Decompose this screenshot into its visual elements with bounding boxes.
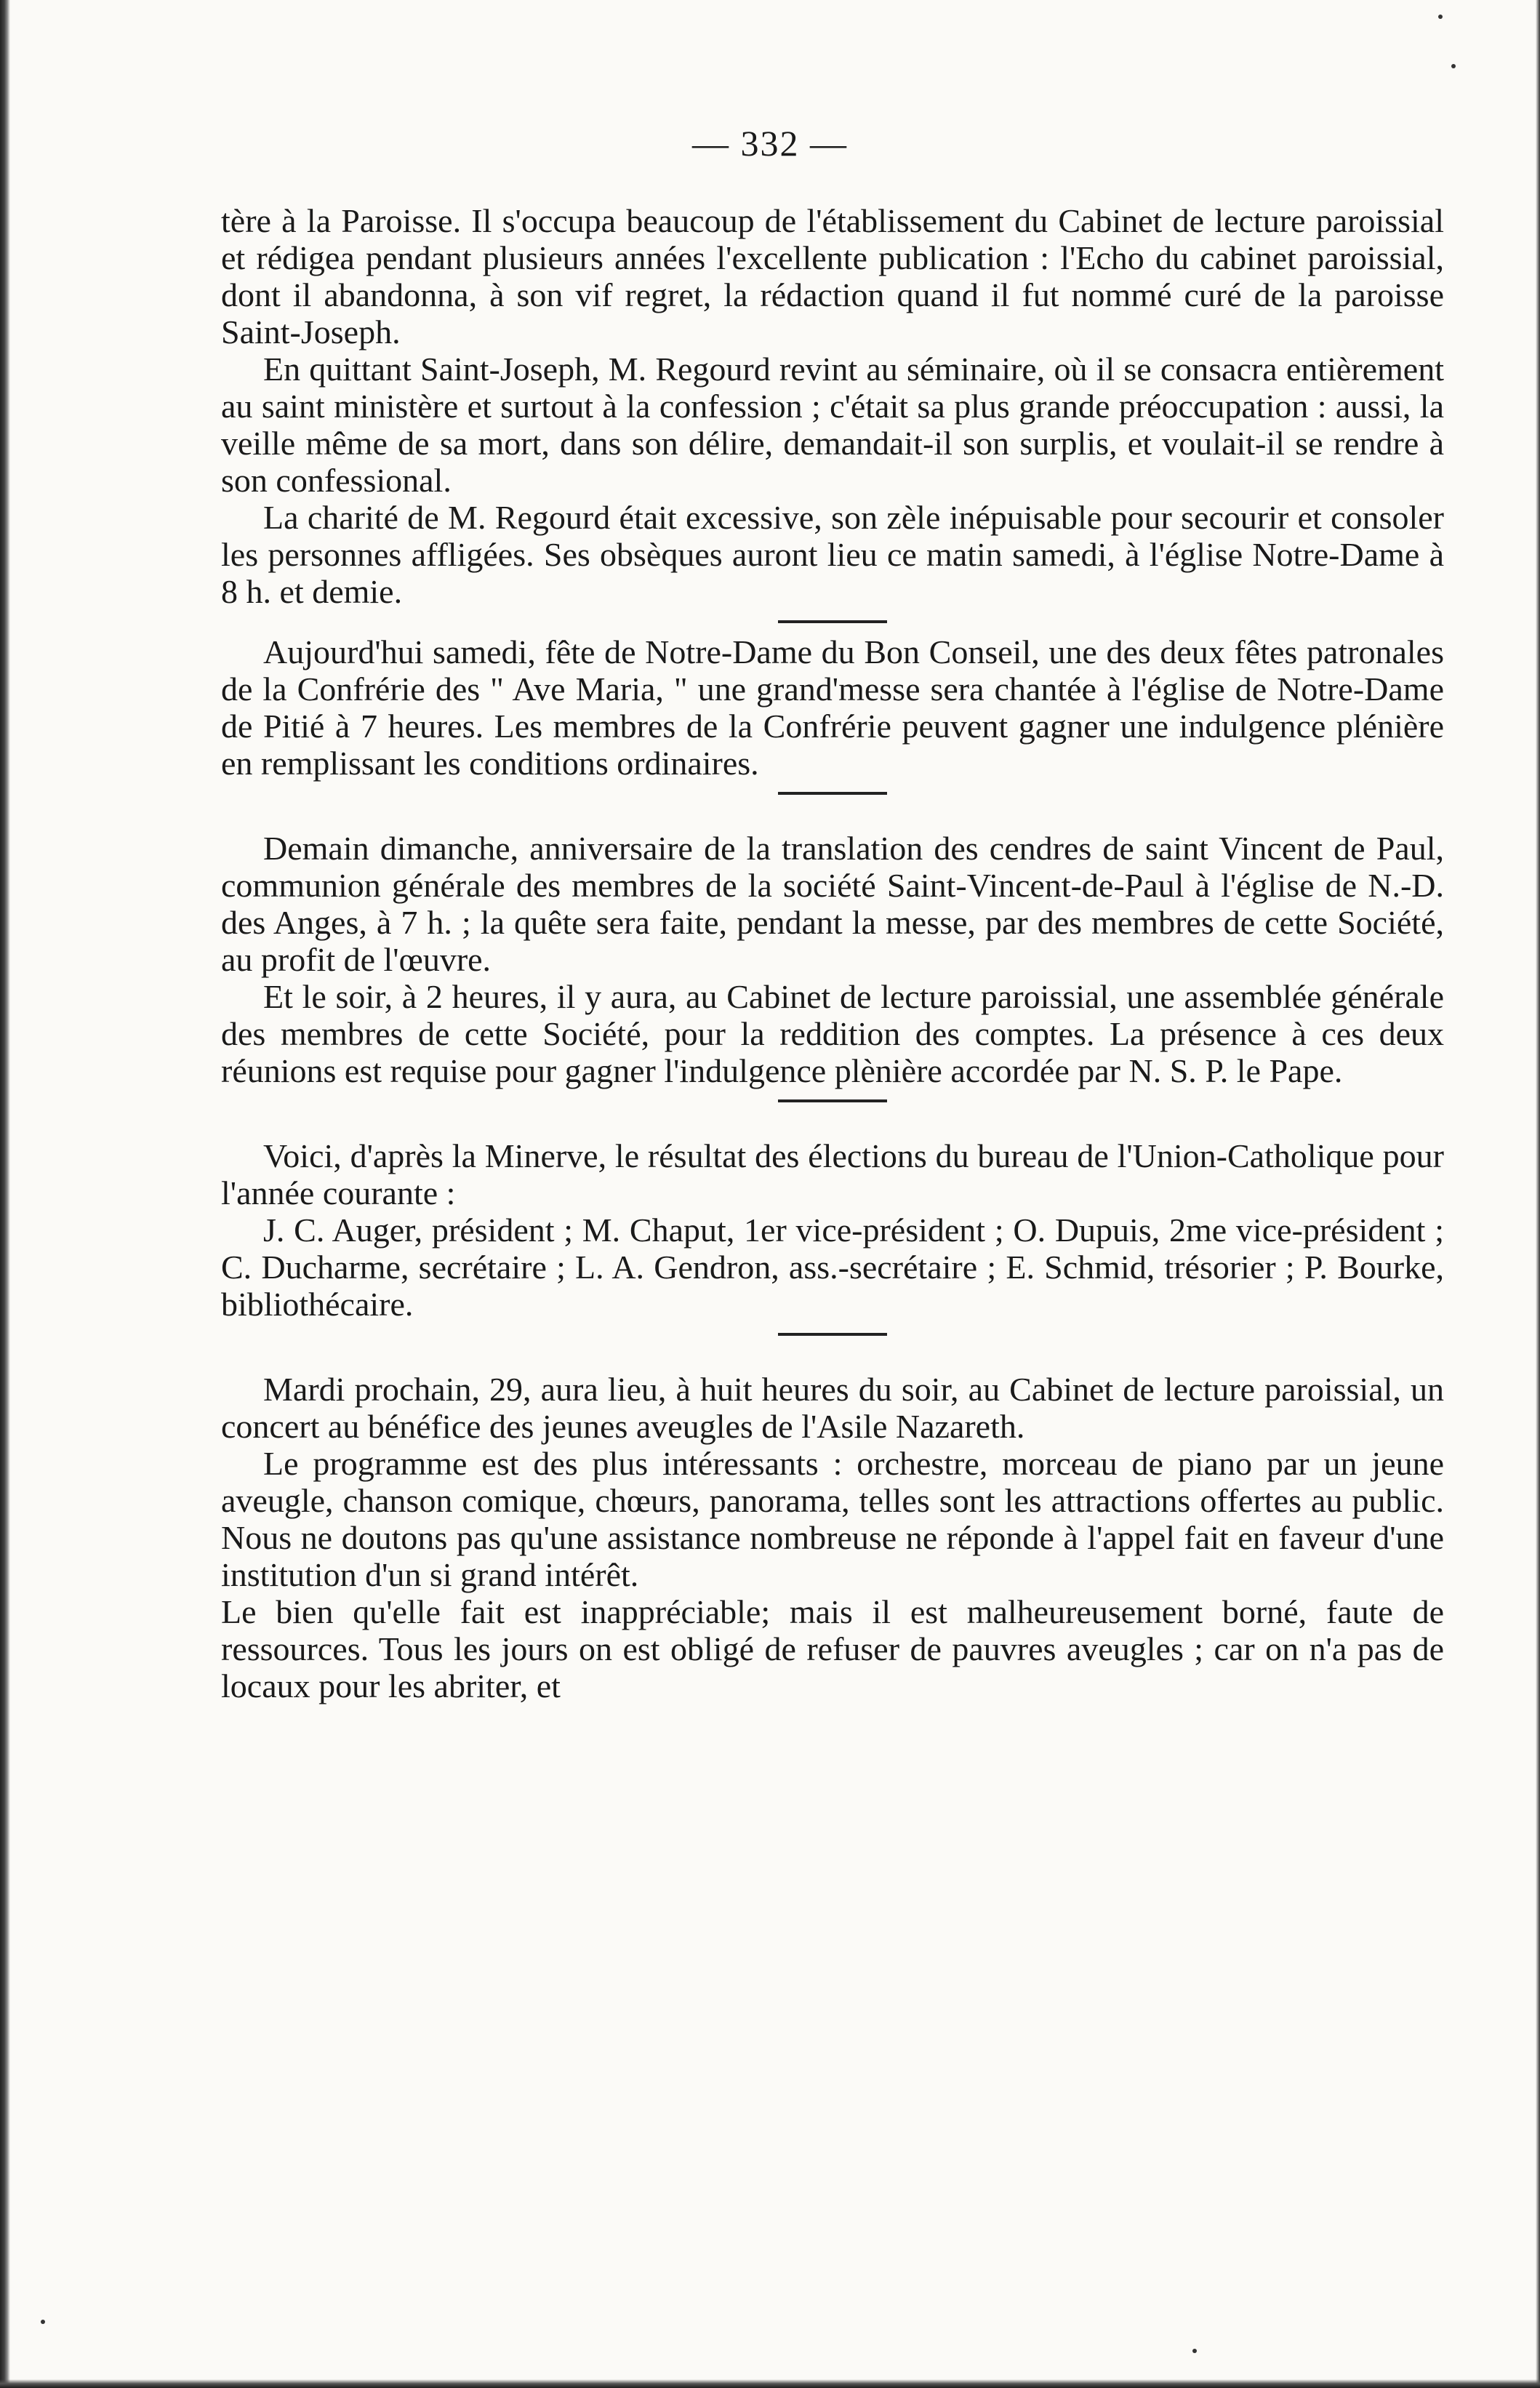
paragraph-concert-3: Le bien qu'elle fait est inappréciable; mais il est malheureusement borné, faute de ressources. Tous les jours on est obligé de refuser de pauvres aveugles ; car on n'a pas de locaux pour les abriter, et: [221, 1593, 1444, 1704]
paragraph-obituary-1: tère à la Paroisse. Il s'occupa beaucoup de l'établissement du Cabinet de lecture paroissial et rédigea pendant plusieurs années l'excellente publication : l'Echo du cabinet paroissial, dont il abandonna, à son vif regret, la rédaction quand il fut nommé curé de la paroisse Saint-Joseph.: [221, 202, 1444, 350]
scan-speck: [41, 2320, 45, 2324]
paragraph-elections-list: J. C. Auger, président ; M. Chaput, 1er vice-président ; O. Dupuis, 2me vice-président ; C. Ducharme, secrétaire ; L. A. Gendron, ass.-secrétaire ; E. Schmid, trésorier ; P. Bourke, bibliothécaire.: [221, 1211, 1444, 1323]
article-body: [221, 202, 1444, 1704]
page-bottom-edge-shadow: [0, 2379, 1540, 2388]
paragraph-saint-vincent-2: Et le soir, à 2 heures, il y aura, au Cabinet de lecture paroissial, une assemblée générale des membres de cette Société, pour la reddition des comptes. La présence à ces deux réunions est requise pour gagner l'indulgence plènière accordée par N. S. P. le Pape.: [221, 978, 1444, 1089]
section-divider: [778, 1333, 887, 1336]
page-right-edge-shadow: [1536, 0, 1540, 2388]
paragraph-saint-vincent-1: Demain dimanche, anniversaire de la translation des cendres de saint Vincent de Paul, communion générale des membres de la société Saint-Vincent-de-Paul à l'église de N.-D. des Anges, à 7 h. ; la quête sera faite, pendant la messe, par des membres de cette Société, au profit de l'œuvre.: [221, 830, 1444, 978]
page-number: — 332 —: [692, 123, 848, 164]
paragraph-confrerie: Aujourd'hui samedi, fête de Notre-Dame du Bon Conseil, une des deux fêtes patronales de la Confrérie des " Ave Maria, " une grand'messe sera chantée à l'église de Notre-Dame de Pitié à 7 heures. Les membres de la Confrérie peuvent gagner une indulgence plénière en remplissant les conditions ordinaires.: [221, 633, 1444, 782]
section-divider: [778, 1099, 887, 1102]
section-divider: [778, 620, 887, 623]
paragraph-concert-2: Le programme est des plus intéressants : orchestre, morceau de piano par un jeune aveugle, chanson comique, chœurs, panorama, telles sont les attractions offertes au public. Nous ne doutons pas qu'une assistance nombreuse ne réponde à l'appel fait en faveur d'une institution d'un si grand intérêt.: [221, 1445, 1444, 1593]
paragraph-elections-intro: Voici, d'après la Minerve, le résultat des élections du bureau de l'Union-Catholique pour l'année courante :: [221, 1137, 1444, 1211]
paragraph-obituary-2: En quittant Saint-Joseph, M. Regourd revint au séminaire, où il se consacra entièrement au saint ministère et surtout à la confession ; c'était sa plus grande préoccupation : aussi, la veille même de sa mort, dans son délire, demandait-il son surplis, et voulait-il se rendre à son confessional.: [221, 350, 1444, 499]
paragraph-obituary-3: La charité de M. Regourd était excessive, son zèle inépuisable pour secourir et consoler les personnes affligées. Ses obsèques auront lieu ce matin samedi, à l'église Notre-Dame à 8 h. et demie.: [221, 499, 1444, 610]
scan-speck: [1192, 2349, 1197, 2353]
page-left-edge-shadow: [0, 0, 10, 2388]
paragraph-concert-1: Mardi prochain, 29, aura lieu, à huit heures du soir, au Cabinet de lecture paroissial, un concert au bénéfice des jeunes aveugles de l'Asile Nazareth.: [221, 1371, 1444, 1445]
section-divider: [778, 792, 887, 795]
scan-speck: [1451, 64, 1456, 68]
scan-speck: [1438, 15, 1443, 19]
